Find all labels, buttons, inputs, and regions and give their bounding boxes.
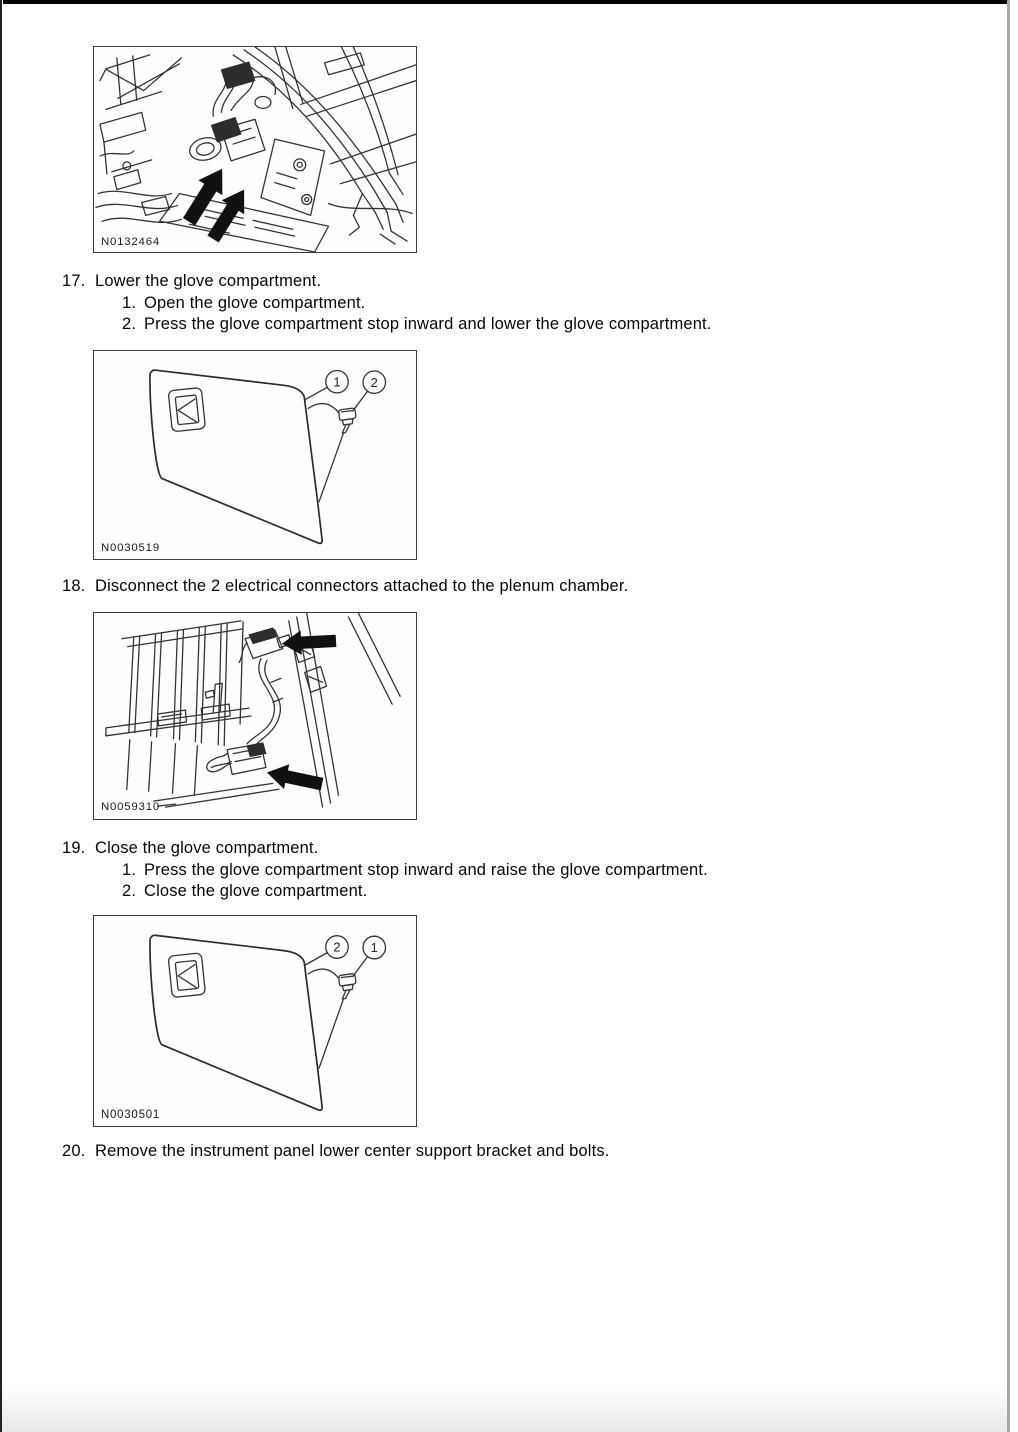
plenum-chamber-illustration: [94, 613, 416, 819]
callout-left-number: 2: [333, 939, 341, 955]
page-bottom-shadow: [2, 1386, 1007, 1432]
step-item-18: [62, 576, 822, 598]
figure-label: N0059310: [100, 801, 160, 814]
glove-compartment-illustration: [94, 916, 416, 1126]
substep-number: 1.: [122, 860, 137, 879]
page-left-edge-line: [0, 0, 2, 1432]
glove-compartment-illustration: [94, 351, 416, 559]
callout-left-number: 1: [333, 374, 341, 390]
figure-glove-compartment-lowered: [93, 350, 417, 560]
substep-item: [122, 881, 822, 903]
figure-glove-compartment-raised: [93, 915, 417, 1127]
figure-label: N0030519: [100, 542, 160, 555]
pointer-arrow: [281, 629, 336, 656]
step-text: Remove the instrument panel lower center support bracket and bolts.: [95, 1142, 610, 1160]
top-bar: [3, 0, 1010, 4]
substep-number: 2.: [122, 882, 137, 900]
substep-text: Press the glove compartment stop inward and lower the glove compartment.: [144, 315, 712, 333]
figure-plenum-chamber-connectors: [93, 612, 417, 820]
step-text: Disconnect the 2 electrical connectors attached to the plenum chamber.: [95, 577, 629, 595]
step-number: 20.: [62, 1142, 86, 1160]
callout-right-number: 2: [370, 374, 378, 390]
figure-wiring-harness-connectors: [93, 46, 417, 253]
wiring-harness-illustration: [94, 47, 416, 252]
step-text: Lower the glove compartment.: [95, 272, 322, 290]
substep-number: 2.: [122, 315, 137, 333]
callout-right-number: 1: [370, 940, 378, 956]
step-number: 19.: [62, 839, 86, 857]
figure-label: N0132464: [100, 236, 160, 249]
page-right-edge-line: [1007, 0, 1010, 1432]
substep-item: [122, 314, 822, 336]
substep-text: Close the glove compartment.: [144, 882, 368, 900]
figure-label: N0030501: [100, 1108, 161, 1122]
step-item-20: [62, 1141, 822, 1163]
step-item-17: [62, 271, 822, 336]
substep-text: Press the glove compartment stop inward and raise the glove compartment.: [144, 860, 708, 879]
substep-item: [122, 860, 822, 882]
substep-text: Open the glove compartment.: [144, 293, 366, 312]
step-text: Close the glove compartment.: [95, 839, 319, 857]
substep-item: [122, 293, 822, 315]
substep-number: 1.: [122, 293, 137, 312]
step-number: 17.: [62, 272, 86, 290]
step-item-19: [62, 838, 822, 903]
step-number: 18.: [62, 577, 86, 595]
